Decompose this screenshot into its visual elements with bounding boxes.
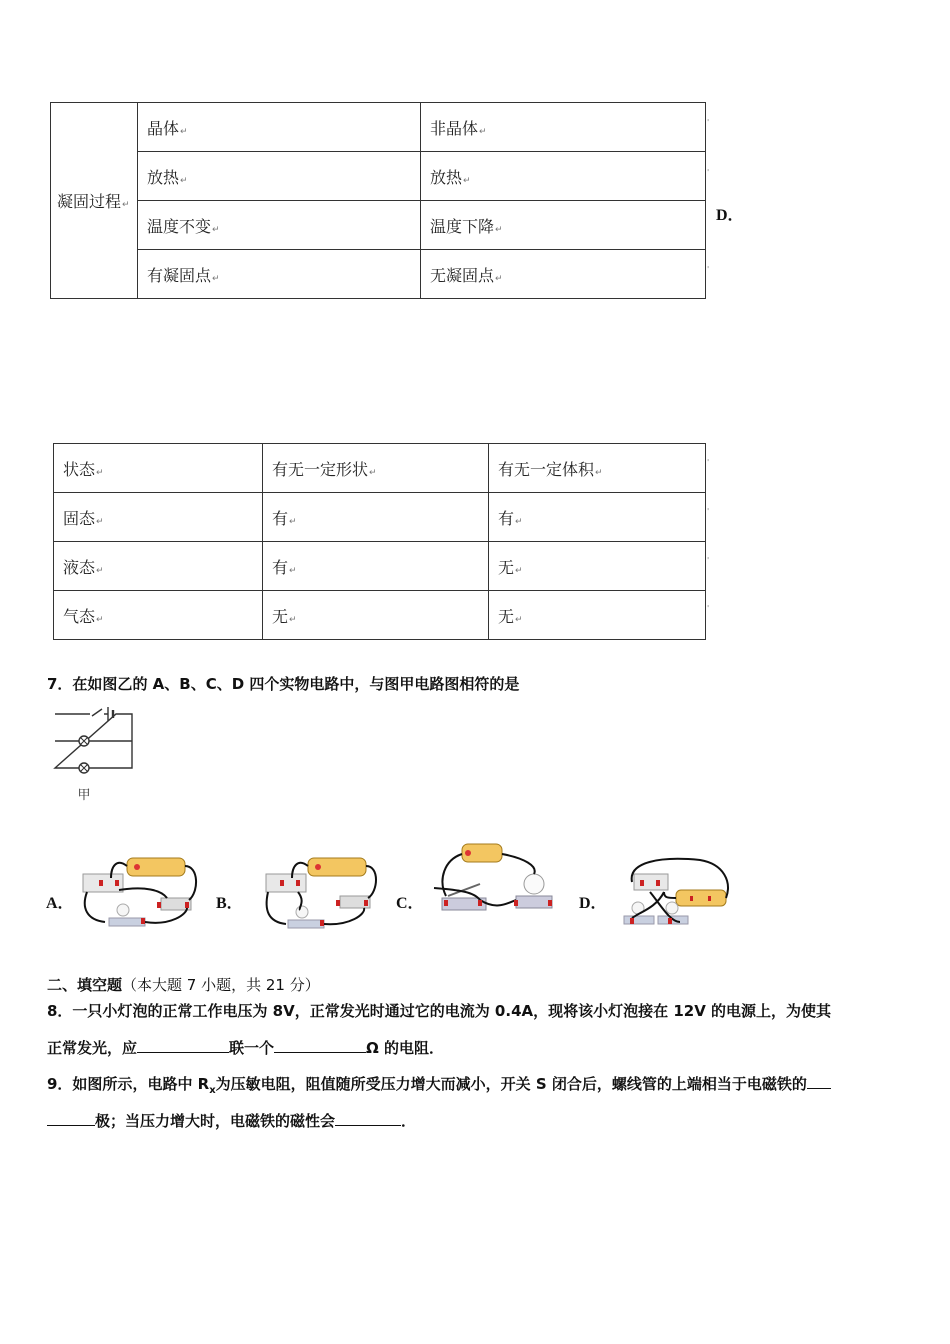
table-cell: 气态↵ [54,591,263,640]
solidification-table [50,102,706,299]
answer-blank[interactable] [137,1038,229,1053]
table-cell: 有↵ [489,493,706,542]
table-cell: 无↵ [489,542,706,591]
table-row [54,591,706,640]
table-header-cell: 有无一定形状↵ [263,444,489,493]
circuit-photo-a [75,852,215,932]
table-cell: 有↵ [263,493,489,542]
table-row [51,201,706,250]
circuit-photo-d [620,852,740,934]
option-c-label: C． [396,895,424,912]
question-7-text: 7．在如图乙的 A、B、C、D 四个实物电路中，与图甲电路图相符的是 [47,675,520,693]
table-header-cell: 状态↵ [54,444,263,493]
table-cell: 固态↵ [54,493,263,542]
question-8-line2: 正常发光，应 联一个 Ω 的电阻． [47,1039,445,1057]
option-a-label: A． [46,895,74,912]
table-cell: 有↵ [263,542,489,591]
option-d-label: D． [579,895,607,912]
row-header: 凝固过程 [57,192,122,211]
table-row [51,152,706,201]
table-cell: 无凝固点↵ [421,250,706,299]
answer-blank[interactable] [335,1111,401,1126]
table-cell: 无↵ [263,591,489,640]
question-8-line1: 8．一只小灯泡的正常工作电压为 8V，正常发光时通过它的电流为 0.4A，现将该小灯泡接在 12V 的电源上，为使其 [47,1002,832,1020]
table-cell: 温度不变↵ [138,201,421,250]
row-header-cell: 凝固过程↵ [51,103,138,299]
diagram-label: 甲 [77,788,91,803]
option-d-label: D． [716,207,744,224]
circuit-photo-b [258,852,388,934]
table-row [51,103,706,152]
answer-blank[interactable] [47,1111,95,1126]
table-cell: 非晶体↵ [421,103,706,152]
table-header-cell: 有无一定体积↵ [489,444,706,493]
circuit-diagram-jia [50,706,140,806]
question-9-line1: 9．如图所示，电路中 $R_x$为压敏电阻，阻值随所受压力增大而减小，开关 S 闭合后，螺线管的上端相当于电磁铁的 [47,1073,831,1096]
table-cell: 放热↵ [138,152,421,201]
states-table [53,443,706,640]
answer-blank[interactable] [274,1038,366,1053]
section-2-heading: 二、填空题（本大题 7 小题，共 21 分） [47,976,320,994]
table-row [54,542,706,591]
table-cell: 液态↵ [54,542,263,591]
answer-blank[interactable] [807,1074,831,1089]
question-9-line2: 极；当压力增大时，电磁铁的磁性会 ． [47,1110,416,1131]
option-b-label: B． [216,895,243,912]
table-cell: 有凝固点↵ [138,250,421,299]
table-row [51,250,706,299]
table-row [54,444,706,493]
table-cell: 无↵ [489,591,706,640]
circuit-photo-c [430,840,560,922]
table-cell: 温度下降↵ [421,201,706,250]
table-row [54,493,706,542]
table-cell: 晶体↵ [138,103,421,152]
table-cell: 放热↵ [421,152,706,201]
